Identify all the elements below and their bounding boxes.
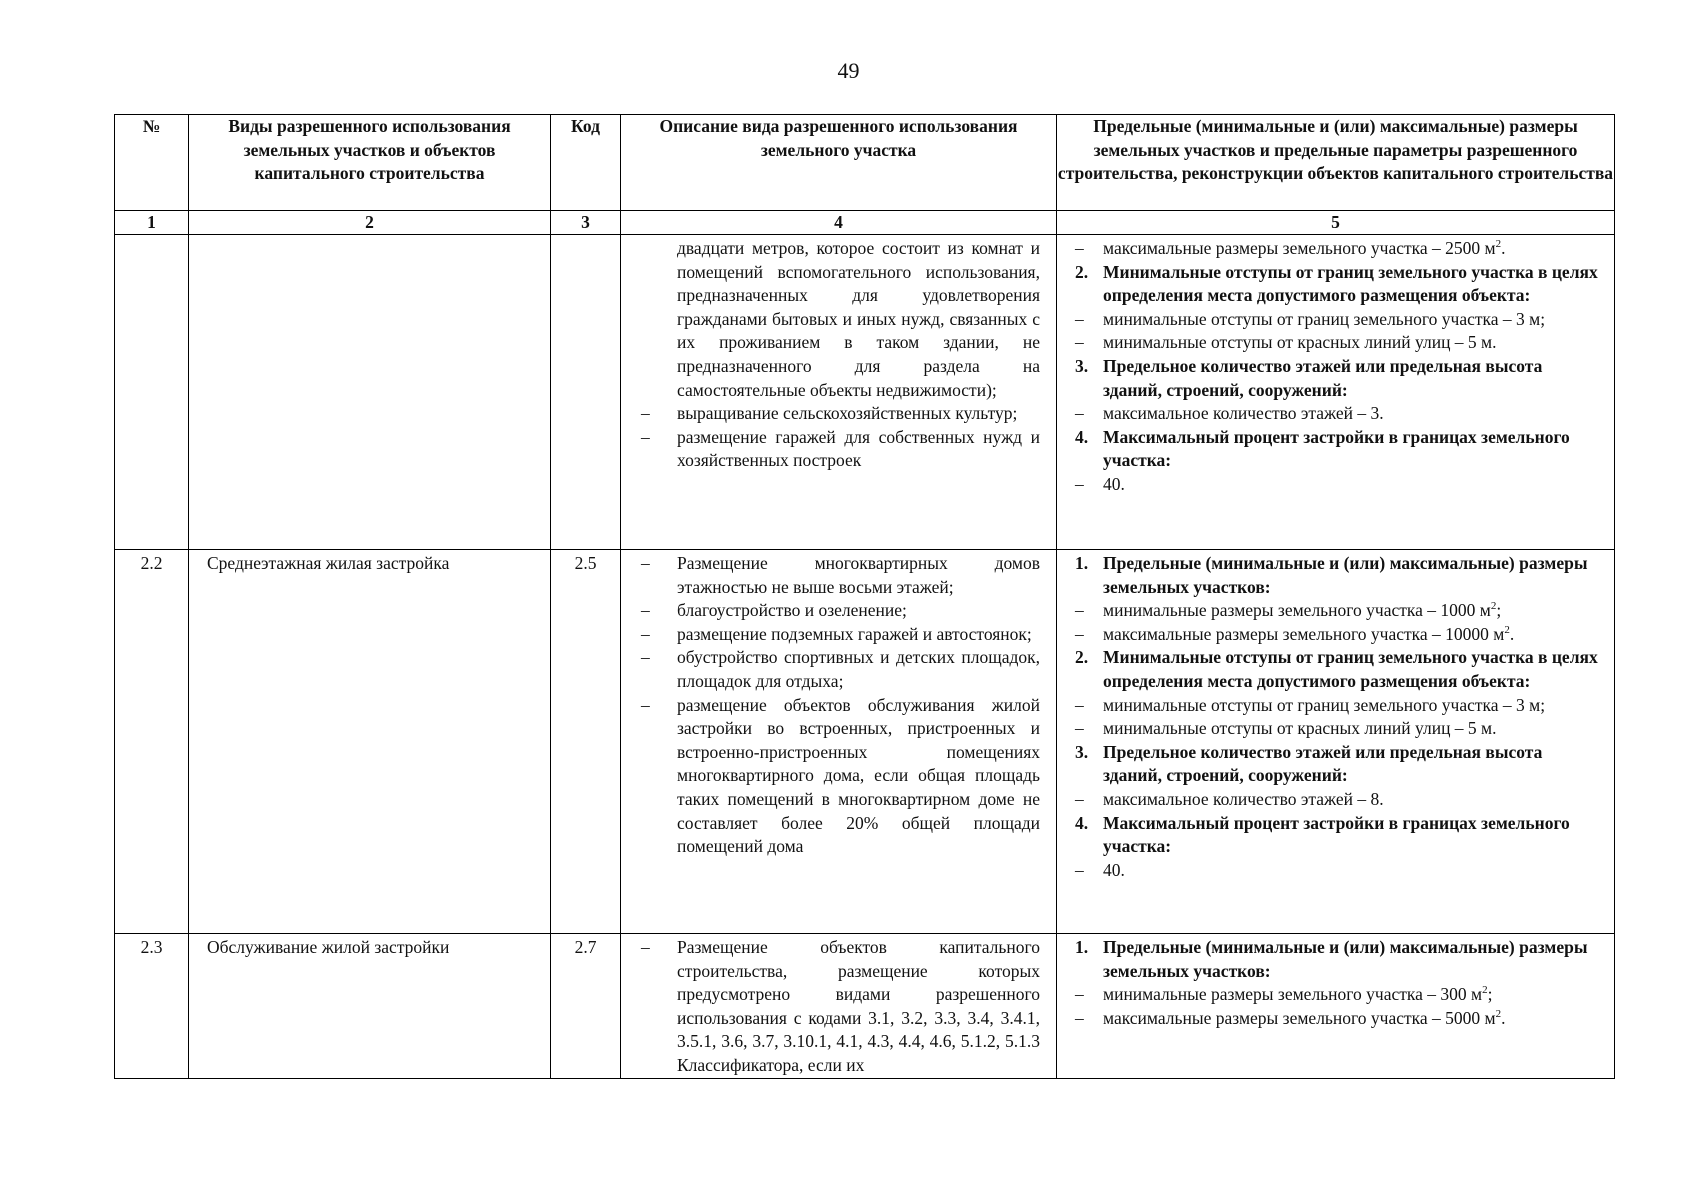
column-numbers-row xyxy=(115,211,1615,235)
parameter-marker: – xyxy=(1075,332,1084,353)
parameter-heading xyxy=(1075,812,1600,859)
parameters-cell xyxy=(1057,550,1615,934)
parameter-item xyxy=(1075,694,1600,718)
parameter-text: максимальные размеры земельного участка – 10000 $м^2$. xyxy=(1103,623,1515,644)
description-item xyxy=(641,426,1040,473)
parameter-text: Предельные (минимальные и (или) максимальные) размеры земельных участков: xyxy=(1103,553,1588,597)
column-number: 5 xyxy=(1057,211,1615,235)
description-cell xyxy=(621,550,1057,934)
use-type-code: 2.7 xyxy=(551,934,621,1079)
parameter-marker: 4. xyxy=(1075,812,1089,833)
parameter-text: Максимальный процент застройки в границах земельного участка: xyxy=(1103,812,1570,857)
parameter-marker: – xyxy=(1075,788,1084,809)
parameter-heading xyxy=(1075,646,1600,693)
parameter-text: Минимальные отступы от границ земельного участка в целях определения места допустимого размещения объекта: xyxy=(1103,261,1598,306)
table-row xyxy=(115,934,1615,1079)
parameter-item xyxy=(1075,237,1600,261)
parameter-marker: 2. xyxy=(1075,261,1089,282)
description-item xyxy=(641,936,1040,1078)
header-use-type: Виды разрешенного использования земельных участков и объектов капитального строительства xyxy=(189,115,551,211)
parameter-marker: – xyxy=(1075,308,1084,329)
parameter-text: максимальные размеры земельного участка – 5000 $м^2$. xyxy=(1103,1007,1506,1028)
parameter-item xyxy=(1075,599,1600,623)
description-item xyxy=(641,694,1040,859)
description-item-text: Размещение объектов капитального строительства, размещение которых предусмотрено видами разрешенного использования с кодами 3.1, 3.2, 3.3, 3.4, 3.4.1, 3.5.1, 3.6, 3.7, 3.10.1, 4.1, 4.3, 4.4, 4.6, 5.1.2, 5.1.3 Классификатора, если их xyxy=(677,937,1040,1075)
parameter-marker: – xyxy=(1075,1007,1084,1028)
parameter-heading xyxy=(1075,426,1600,473)
description-cell xyxy=(621,235,1057,550)
parameter-heading xyxy=(1075,261,1600,308)
parameter-marker: – xyxy=(1075,859,1084,880)
dash-mark: – xyxy=(641,600,650,621)
parameter-marker: 4. xyxy=(1075,426,1089,447)
parameter-text: минимальные отступы от границ земельного участка – 3 м; xyxy=(1103,308,1546,329)
page-number: 49 xyxy=(837,58,860,83)
description-continuation: двадцати метров, которое состоит из комнат и помещений вспомогательного использования, предназначенных для удовлетворения гражданами бытовых и иных нужд, связанных с их проживанием в таком здании, не предназначенного для раздела на самостоятельные объекты недвижимости); xyxy=(677,238,1040,400)
description-item xyxy=(641,623,1040,647)
description-item xyxy=(641,646,1040,693)
use-type-code xyxy=(551,235,621,550)
parameter-marker: – xyxy=(1075,403,1084,424)
column-number: 4 xyxy=(621,211,1057,235)
dash-mark: – xyxy=(641,553,650,573)
parameter-item xyxy=(1075,473,1600,497)
column-number: 2 xyxy=(189,211,551,235)
parameter-marker: 1. xyxy=(1075,553,1089,573)
description-item-text: благоустройство и озеленение; xyxy=(677,600,907,621)
parameter-marker: – xyxy=(1075,238,1084,258)
parameter-text: Предельные (минимальные и (или) максимальные) размеры земельных участков: xyxy=(1103,937,1588,981)
column-number: 3 xyxy=(551,211,621,235)
parameter-text: 40. xyxy=(1103,859,1125,880)
row-number: 2.2 xyxy=(115,550,189,934)
parameter-heading xyxy=(1075,355,1600,402)
use-type-name: Обслуживание жилой застройки xyxy=(189,934,551,1079)
description-item xyxy=(641,599,1040,623)
parameter-item xyxy=(1075,402,1600,426)
use-type-name xyxy=(189,235,551,550)
description-item-text: размещение подземных гаражей и автостоянок; xyxy=(677,623,1032,644)
parameter-text: максимальное количество этажей – 8. xyxy=(1103,788,1384,809)
table-row xyxy=(115,550,1615,934)
description-item-text: Размещение многоквартирных домов этажностью не выше восьми этажей; xyxy=(677,553,1040,597)
parameter-item xyxy=(1075,1007,1600,1031)
use-type-code: 2.5 xyxy=(551,550,621,934)
parameter-text: минимальные отступы от красных линий улиц – 5 м. xyxy=(1103,718,1497,739)
table-row xyxy=(115,235,1615,550)
superscript: 2 xyxy=(1495,1007,1502,1020)
parameter-heading xyxy=(1075,552,1600,599)
dash-mark: – xyxy=(641,937,650,957)
parameter-text: минимальные размеры земельного участка – 300 $м^2$; xyxy=(1103,984,1493,1005)
parameter-item xyxy=(1075,788,1600,812)
description-item xyxy=(641,402,1040,426)
parameter-marker: – xyxy=(1075,623,1084,644)
row-number: 2.3 xyxy=(115,934,189,1079)
parameter-text: 40. xyxy=(1103,473,1125,494)
row-number xyxy=(115,235,189,550)
parameter-marker: 1. xyxy=(1075,937,1089,957)
description-item xyxy=(641,552,1040,599)
parameter-text: Максимальный процент застройки в границах земельного участка: xyxy=(1103,426,1570,471)
header-code: Код xyxy=(551,115,621,211)
superscript: 2 xyxy=(1482,984,1488,997)
parameters-cell xyxy=(1057,934,1615,1079)
parameter-item xyxy=(1075,623,1600,647)
header-row xyxy=(115,115,1615,211)
parameter-marker: – xyxy=(1075,718,1084,739)
dash-mark: – xyxy=(641,694,650,715)
parameter-item xyxy=(1075,859,1600,883)
parameter-item xyxy=(1075,983,1600,1007)
dash-mark: – xyxy=(641,647,650,668)
header-number: № xyxy=(115,115,189,211)
column-number: 1 xyxy=(115,211,189,235)
parameter-marker: – xyxy=(1075,694,1084,715)
superscript: 2 xyxy=(1504,623,1510,636)
parameter-heading xyxy=(1075,936,1600,983)
superscript: 2 xyxy=(1490,600,1497,613)
dash-mark: – xyxy=(641,403,650,424)
description-item-text: размещение объектов обслуживания жилой застройки во встроенных, пристроенных и встроенно-пристроенных помещениях многоквартирного дома, если общая площадь таких помещений в многоквартирном доме не составляет более 20% общей площади помещений дома xyxy=(677,694,1040,857)
header-description: Описание вида разрешенного использования земельного участка xyxy=(621,115,1057,211)
parameter-item xyxy=(1075,308,1600,332)
description-cell xyxy=(621,934,1057,1079)
description-item-text: обустройство спортивных и детских площадок, площадок для отдыха; xyxy=(677,647,1040,691)
description-item-text: размещение гаражей для собственных нужд и хозяйственных построек xyxy=(677,426,1040,471)
parameter-marker: – xyxy=(1075,984,1084,1005)
superscript: 2 xyxy=(1495,238,1502,251)
parameter-item xyxy=(1075,717,1600,741)
header-parameters: Предельные (минимальные и (или) максимальные) размеры земельных участков и предельные параметры разрешенного строительства, реконструкции объектов капитального строительства xyxy=(1057,115,1615,211)
use-type-name: Среднеэтажная жилая застройка xyxy=(189,550,551,934)
parameter-marker: 3. xyxy=(1075,741,1089,762)
parameter-text: максимальные размеры земельного участка – 2500 $м^2$. xyxy=(1103,238,1506,258)
description-item-text: выращивание сельскохозяйственных культур; xyxy=(677,403,1018,424)
parameters-cell xyxy=(1057,235,1615,550)
dash-mark: – xyxy=(641,623,650,644)
parameter-marker: – xyxy=(1075,473,1084,494)
parameter-text: Предельное количество этажей или предельная высота зданий, строений, сооружений: xyxy=(1103,741,1543,786)
parameter-text: Минимальные отступы от границ земельного участка в целях определения места допустимого размещения объекта: xyxy=(1103,647,1598,691)
parameter-text: Предельное количество этажей или предельная высота зданий, строений, сооружений: xyxy=(1103,355,1543,400)
table-body xyxy=(115,235,1615,1079)
parameter-heading xyxy=(1075,741,1600,788)
zoning-table xyxy=(114,114,1615,1079)
dash-mark: – xyxy=(641,426,650,447)
parameter-marker: – xyxy=(1075,600,1084,621)
parameter-text: максимальное количество этажей – 3. xyxy=(1103,403,1384,424)
parameter-marker: 3. xyxy=(1075,355,1089,376)
parameter-text: минимальные размеры земельного участка – 1000 $м^2$; xyxy=(1103,600,1502,621)
parameter-marker: 2. xyxy=(1075,647,1089,668)
parameter-text: минимальные отступы от красных линий улиц – 5 м. xyxy=(1103,332,1497,353)
parameter-item xyxy=(1075,331,1600,355)
parameter-text: минимальные отступы от границ земельного участка – 3 м; xyxy=(1103,694,1546,715)
